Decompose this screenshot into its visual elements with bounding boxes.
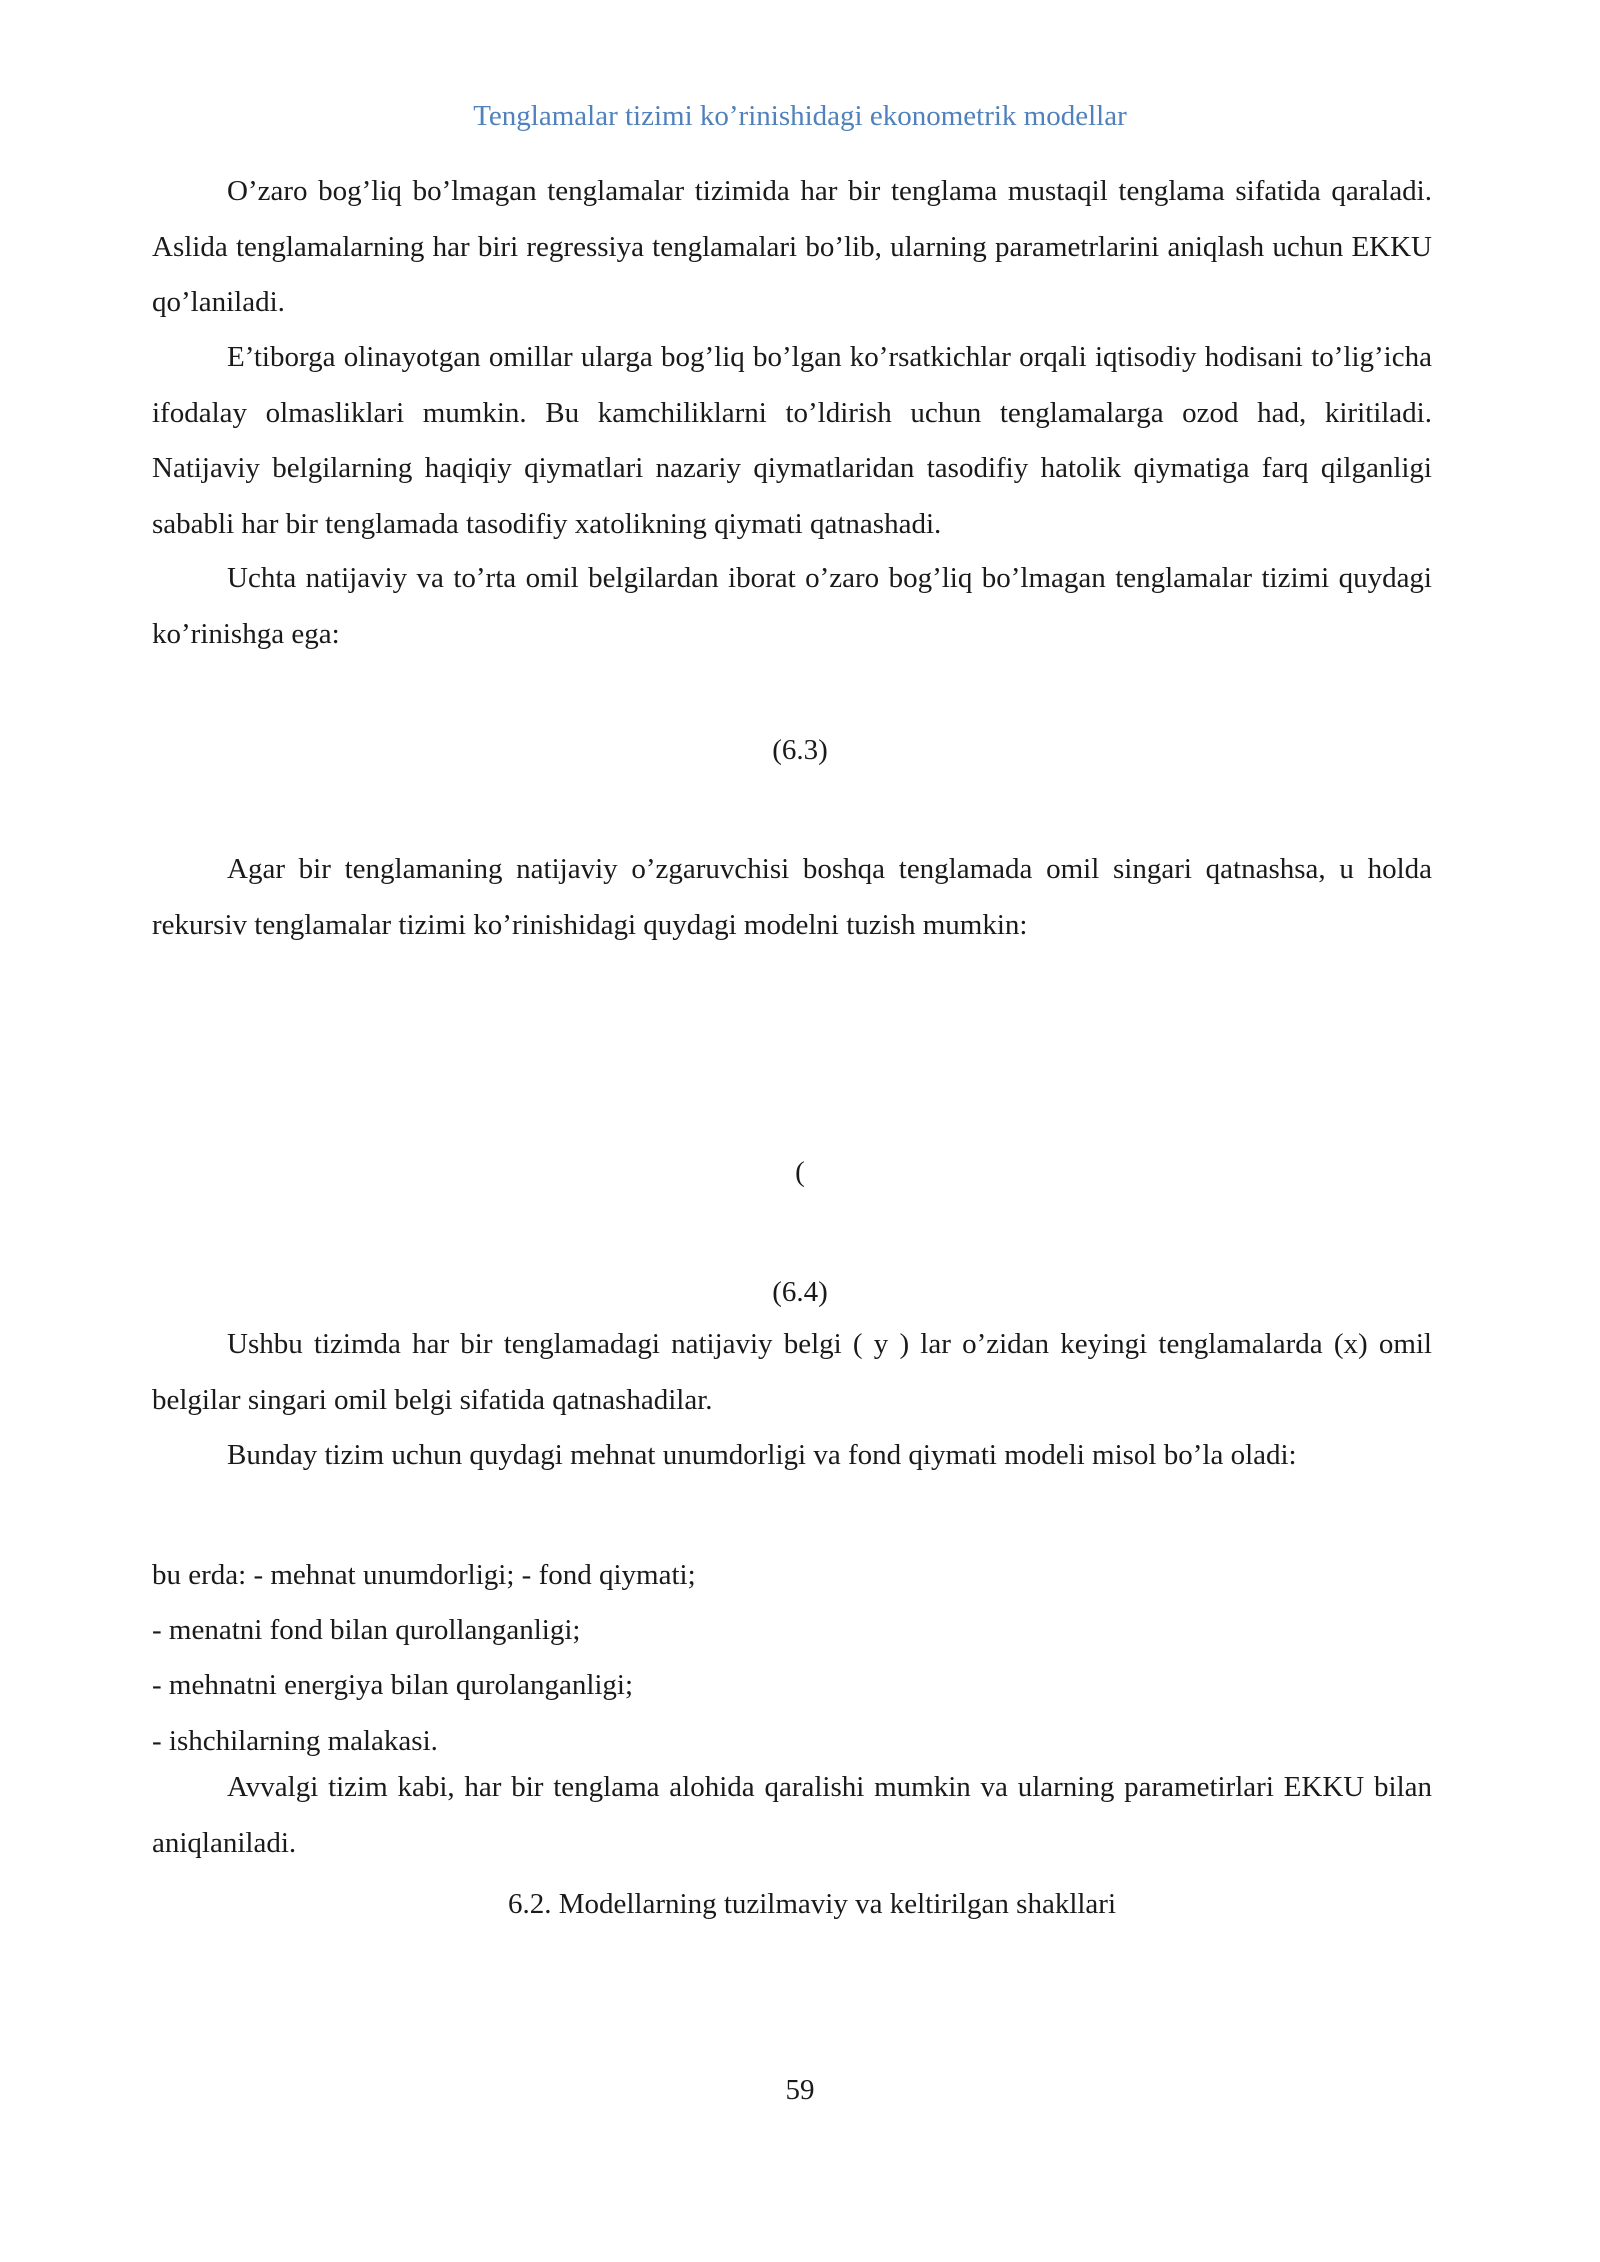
paragraph-4: Agar bir tenglamaning natijaviy o’zgaruvchisi boshqa tenglamada omil singari qatnashsa, u holda rekursiv tenglamalar tizimi ko’rinishidagi quydagi modelni tuzish mumkin: [152,853,1432,941]
paragraph-2: E’tiborga olinayotgan omillar ularga bog’liq bo’lgan ko’rsatkichlar orqali iqtisodiy hodisani to’lig’icha ifodalay olmasliklari mumkin. Bu kamchiliklarni to’ldirish uchun tenglamalarga ozod had, kiritiladi. Natijaviy belgilarning haqiqiy qiymatlari nazariy qiymatlaridan tasodifiy hatolik qiymatiga farq qilganligi sababli har bir tenglamada tasodifiy xatolikning qiymati qatnashadi. [152,341,1432,540]
paragraph-6: Bunday tizim uchun quydagi mehnat unumdorligi va fond qiymati modeli misol bo’la oladi: [227,1439,1297,1471]
paragraph-3: Uchta natijaviy va to’rta omil belgilardan iborat o’zaro bog’liq bo’lmagan tenglamalar tizimi quydagi ko’rinishga ega: [152,562,1432,650]
paragraph-1: O’zaro bog’liq bo’lmagan tenglamalar tizimida har bir tenglama mustaqil tenglama sifatida qaraladi. Aslida tenglamalarning har biri regressiya tenglamalari bo’lib, ularning parametrlarini aniqlash uchun EKKU qo’laniladi. [152,175,1432,318]
definition-line-2: - menatni fond bilan qurollanganligi; [152,1614,581,1646]
paragraph-5: Ushbu tizimda har bir tenglamadagi natijaviy belgi ( y ) lar o’zidan keyingi tenglamalarda (x) omil belgilar singari omil belgi sifatida qatnashadilar. [152,1328,1432,1416]
definition-line-4: - ishchilarning malakasi. [152,1725,438,1757]
definition-line-1: bu erda: - mehnat unumdorligi; - fond qiymati; [152,1559,696,1591]
section-heading: 6.2. Modellarning tuzilmaviy va keltirilgan shakllari [507,1888,1117,1920]
definition-line-3: - mehnatni energiya bilan qurolanganligi; [152,1669,634,1701]
equation-6-4-label: (6.4) [772,1276,828,1308]
page-number: 59 [785,2074,815,2106]
paragraph-7: Avvalgi tizim kabi, har bir tenglama alohida qaralishi mumkin va ularning parametirlari EKKU bilan aniqlaniladi. [152,1771,1432,1859]
equation-paren-fragment: ( [795,1156,805,1188]
equation-6-3-label: (6.3) [772,734,828,766]
running-header: Tenglamalar tizimi ko’rinishidagi ekonometrik modellar [473,100,1127,132]
